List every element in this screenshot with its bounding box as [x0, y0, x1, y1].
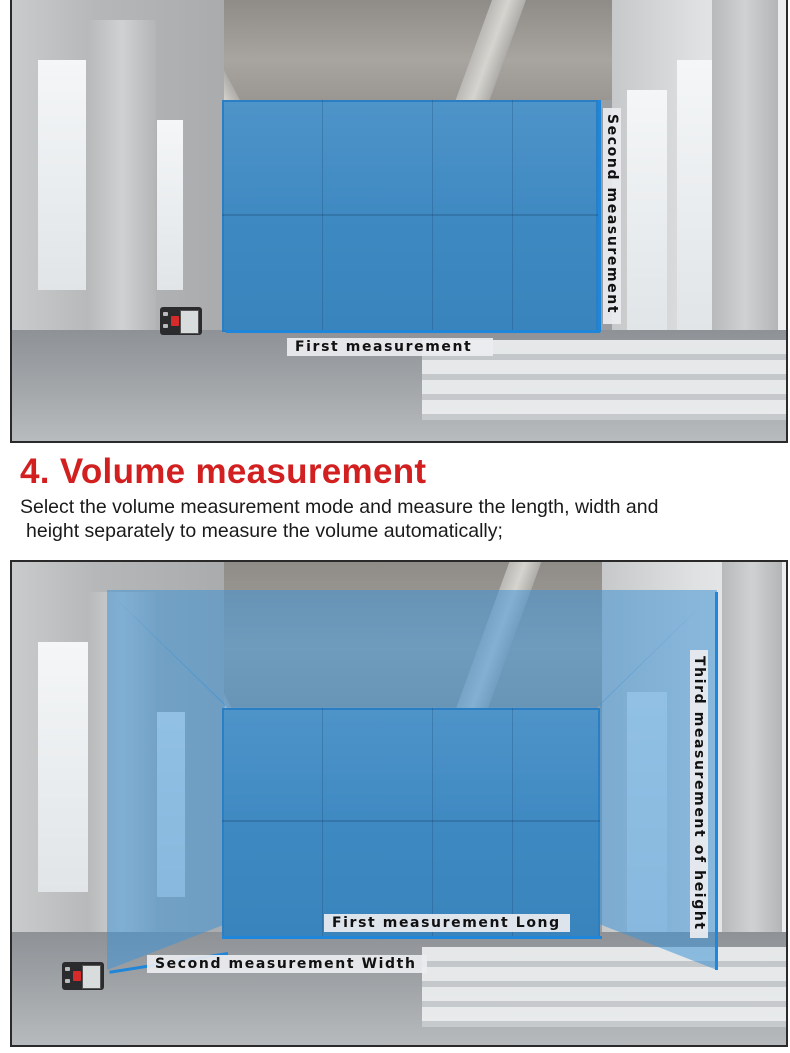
laser-line-vertical	[598, 100, 601, 332]
highlighted-back-wall	[222, 100, 598, 332]
third-measurement-height-label: Third measurement of height	[690, 650, 708, 938]
left-window	[157, 120, 183, 290]
section-title: 4. Volume measurement	[20, 452, 427, 491]
description-line-1: Select the volume measurement mode and measure the length, width and	[20, 496, 659, 518]
left-pillar	[88, 20, 156, 360]
laser-line-height	[715, 592, 718, 970]
second-measurement-width-label: Second measurement Width	[147, 955, 427, 973]
description-line-2: height separately to measure the volume automatically;	[26, 520, 503, 542]
right-pillar	[712, 0, 778, 330]
laser-line-length	[222, 936, 602, 939]
first-measurement-label: First measurement	[287, 338, 493, 356]
left-window	[38, 642, 88, 892]
volume-measurement-illustration	[10, 560, 788, 1047]
first-measurement-long-label: First measurement Long	[324, 914, 570, 932]
right-window	[627, 90, 667, 330]
area-measurement-illustration	[10, 0, 788, 443]
left-window	[38, 60, 86, 290]
right-pillar	[722, 562, 782, 962]
laser-line-horizontal	[226, 330, 600, 333]
laser-distance-meter-icon	[62, 962, 104, 990]
second-measurement-label: Second measurement	[603, 108, 621, 324]
sunlight-on-floor	[422, 947, 788, 1027]
laser-distance-meter-icon	[160, 307, 202, 335]
highlighted-back-wall	[222, 708, 600, 938]
section-description	[20, 495, 780, 543]
